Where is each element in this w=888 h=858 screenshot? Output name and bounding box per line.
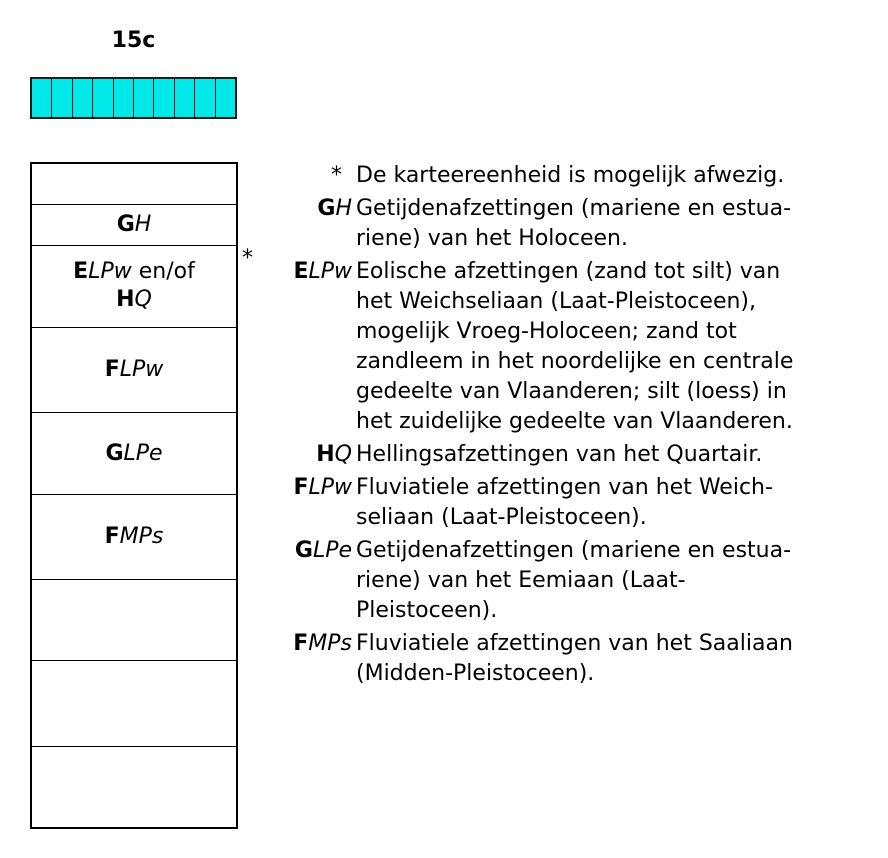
code-part: LPw — [88, 259, 132, 285]
legend-description-line: seliaan (Laat-Pleistoceen). — [356, 505, 647, 530]
column-layer — [32, 328, 236, 414]
legend-description-line: Pleistoceen). — [356, 598, 498, 623]
layer-label-line — [105, 440, 162, 468]
legend-description-line: zandleem in het noordelijke en centrale — [356, 349, 794, 374]
column-layer — [32, 205, 236, 246]
code-part: MPs — [119, 523, 164, 549]
code-part: F — [293, 475, 309, 500]
code-part: F — [104, 523, 120, 549]
layer-label — [105, 523, 164, 551]
unit-title: 15c — [111, 28, 156, 53]
legend-description-line: mogelijk Vroeg-Holoceen; zand tot — [356, 319, 737, 344]
code-part: G — [317, 196, 336, 221]
legend-description — [356, 473, 856, 533]
legend-entry — [270, 194, 870, 254]
code-part: G — [116, 211, 135, 237]
legend-description-line: Getijdenafzettingen (mariene en estua- — [356, 538, 792, 563]
code-part: E — [73, 259, 89, 285]
layer-label-line — [73, 258, 195, 286]
code-part: F — [293, 631, 309, 656]
swatch-segment — [114, 79, 134, 117]
legend-description-line: het Weichseliaan (Laat-Pleistoceen), — [356, 289, 756, 314]
legend-description — [356, 629, 856, 689]
optional-marker: * — [242, 246, 253, 271]
swatch-segment — [73, 79, 93, 117]
code-part: Q — [134, 287, 152, 313]
legend-entry — [270, 440, 870, 470]
layer-label-line — [105, 523, 164, 551]
layer-label — [73, 258, 195, 314]
legend-description-line: Fluviatiele afzettingen van het Saaliaan — [356, 631, 793, 656]
legend-code — [270, 161, 356, 191]
legend-description-line: Eolische afzettingen (zand tot silt) van — [356, 259, 781, 284]
legend-code — [270, 440, 356, 470]
legend-code — [270, 536, 356, 626]
legend-description — [356, 194, 856, 254]
code-part: * — [331, 163, 342, 188]
legend-entry — [270, 629, 870, 689]
code-part: H — [116, 287, 135, 313]
code-part: LPw — [308, 259, 352, 284]
legend-description-line: riene) van het Holoceen. — [356, 226, 628, 251]
column-layer — [32, 747, 236, 827]
layer-label — [105, 356, 164, 384]
stratigraphic-column — [30, 162, 238, 829]
layer-label-line — [73, 286, 195, 314]
legend-description-line: gedeelte van Vlaanderen; silt (loess) in — [356, 379, 787, 404]
legend-code — [270, 473, 356, 533]
column-layer — [32, 164, 236, 205]
legend-entry — [270, 161, 870, 191]
legend-description — [356, 161, 856, 191]
column-layer — [32, 580, 236, 662]
code-part: en/of — [131, 259, 195, 285]
code-part: H — [335, 196, 352, 221]
layer-label-line — [105, 356, 164, 384]
layer-label — [105, 440, 162, 468]
legend-description-line: het zuidelijke gedeelte van Vlaanderen. — [356, 409, 793, 434]
code-part: MPs — [308, 631, 352, 656]
code-part: LPw — [308, 475, 352, 500]
legend-code — [270, 194, 356, 254]
code-part: H — [316, 442, 335, 467]
legend-entry — [270, 257, 870, 437]
code-part: E — [293, 259, 309, 284]
legend-entry — [270, 473, 870, 533]
color-swatch — [30, 77, 237, 119]
column-layer — [32, 661, 236, 747]
legend-description — [356, 536, 856, 626]
legend-description-line: De karteereenheid is mogelijk afwezig. — [356, 163, 785, 188]
code-part: F — [104, 356, 120, 382]
swatch-segment — [154, 79, 174, 117]
legend-description-line: Fluviatiele afzettingen van het Weich- — [356, 475, 773, 500]
swatch-segment — [52, 79, 72, 117]
legend-description — [356, 257, 856, 437]
code-part: G — [294, 538, 313, 563]
swatch-segment — [32, 79, 52, 117]
legend-code — [270, 257, 356, 437]
code-part: G — [105, 440, 124, 466]
legend-entry — [270, 536, 870, 626]
swatch-segment — [93, 79, 113, 117]
code-part: LPe — [123, 440, 163, 466]
column-layer — [32, 413, 236, 495]
code-part: H — [134, 211, 152, 237]
legend-description-line: Getijdenafzettingen (mariene en estua- — [356, 196, 792, 221]
code-part: Q — [334, 442, 352, 467]
legend-code — [270, 629, 356, 689]
swatch-segment — [134, 79, 154, 117]
swatch-segment — [195, 79, 215, 117]
legend-description-line: (Midden-Pleistoceen). — [356, 661, 595, 686]
column-layer — [32, 495, 236, 580]
layer-label — [117, 211, 152, 239]
swatch-segment — [216, 79, 235, 117]
layer-label-line — [117, 211, 152, 239]
code-part: LPw — [119, 356, 164, 382]
swatch-segment — [175, 79, 195, 117]
legend-description — [356, 440, 856, 470]
legend-description-line: Hellingsafzettingen van het Quartair. — [356, 442, 763, 467]
legend-description-line: riene) van het Eemiaan (Laat- — [356, 568, 686, 593]
legend — [270, 161, 870, 692]
code-part: LPe — [312, 538, 352, 563]
column-layer — [32, 246, 236, 328]
